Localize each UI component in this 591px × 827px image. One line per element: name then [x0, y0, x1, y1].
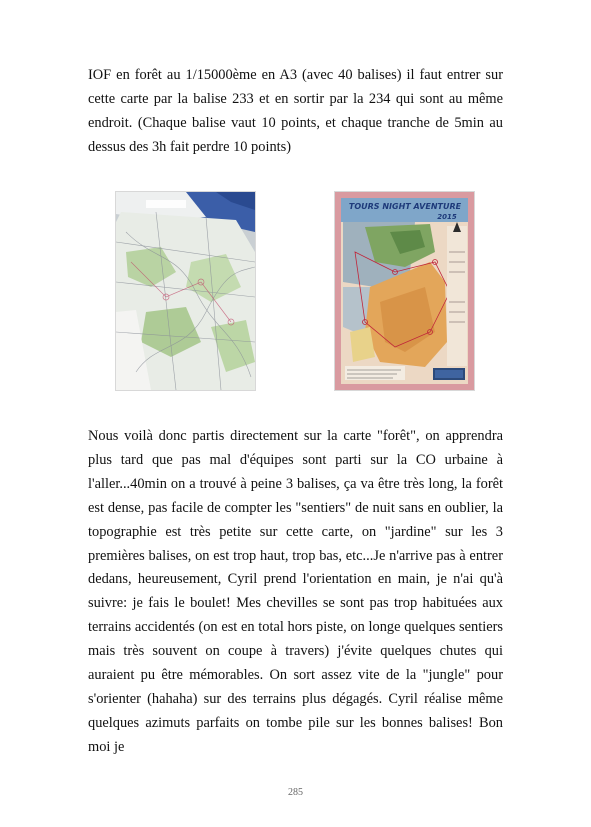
map-title-line1: TOURS NIGHT AVENTURE [348, 202, 462, 211]
photo-tours-night-aventure-map [335, 192, 474, 390]
page-number: 285 [288, 787, 303, 798]
paragraph-narrative: Nous voilà donc partis directement sur la carte "forêt", on apprendra plus tard que pas mal d'équipes sont parti sur la CO urbaine à l'aller...40min on a trouvé à peine 3 balises, ça va être très long, la forêt est dense, pas facile de compter les "sentiers" de nuit sans en oublier, la topographie est très petite sur cette carte, on "jardine" sur les 3 premières balises, on est trop haut, trop bas, etc...Je n'arrive pas à entrer dedans, heureusement, Cyril prend l'orientation en main, je n'ai qu'à suivre: je fais le boulet! Mes chevilles se sont pas trop habituées aux terrains accidentés (on est en total hors piste, on longe quelques sentiers mais très souvent on coupe à travers) j'évite quelques chutes qui auraient pu être mémorables. On sort assez vite de la "jungle" pour s'orienter (hahaha) sur des terrains plus dégagés. Cyril réalise même quelques azimuts parfaits on tombe pile sur les bonnes balises! Bon moi je [88, 428, 503, 755]
photo-forest-map-on-table [116, 192, 255, 390]
map-title-line2: 2015 [437, 213, 457, 221]
paragraph-intro: IOF en forêt au 1/15000ème en A3 (avec 40 balises) il faut entrer sur cette carte par la balise 233 et en sortir par la 234 qui sont au même endroit. (Chaque balise vaut 10 points, et chaque tranche de 5min au dessus des 3h fait perdre 10 points) [88, 67, 503, 155]
